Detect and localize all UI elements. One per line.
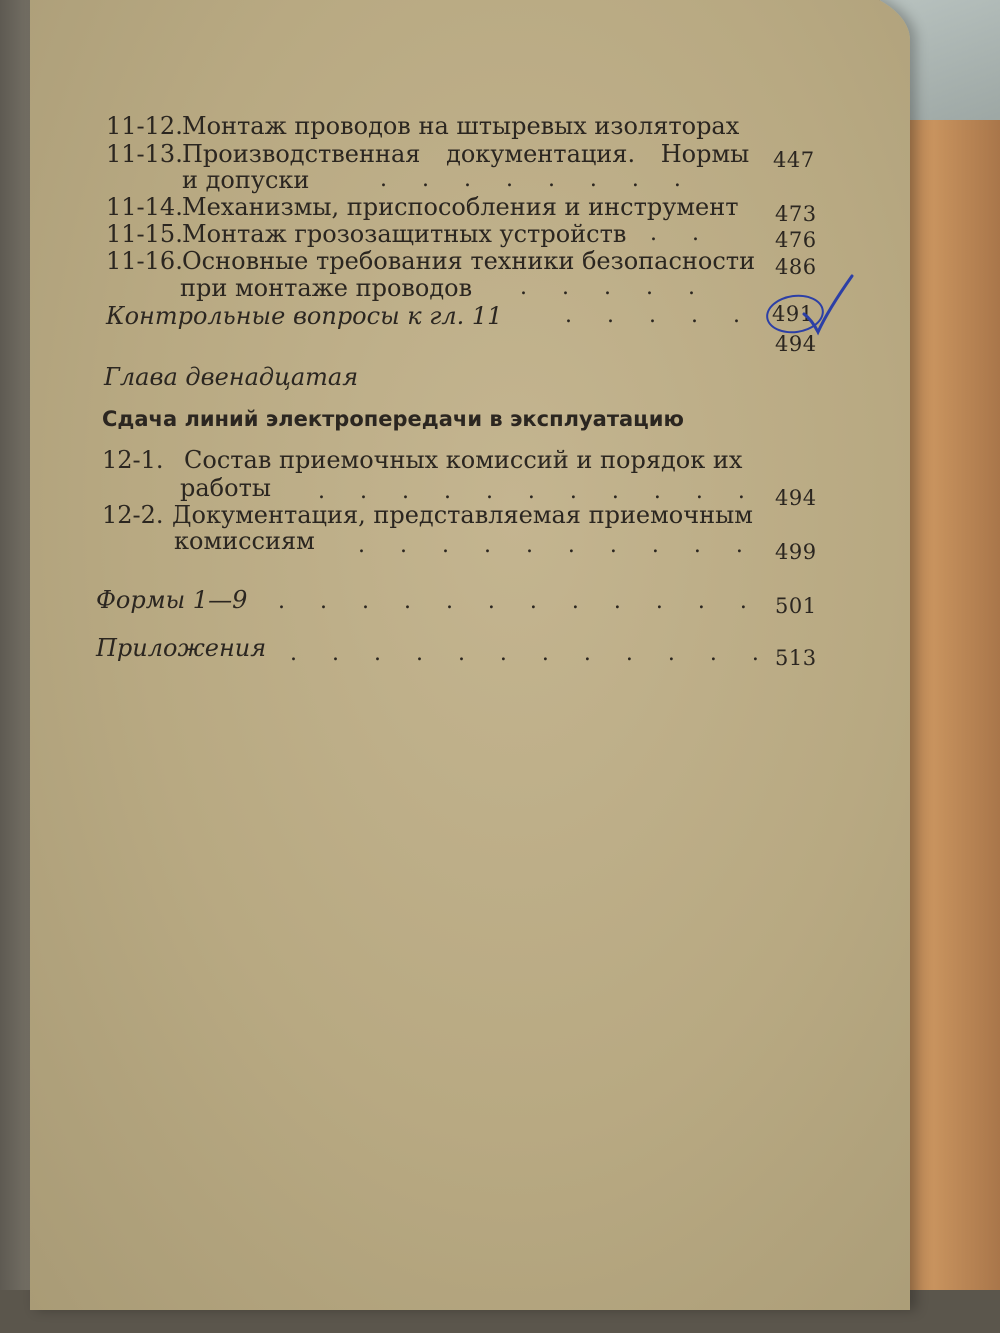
entry-title: Монтаж проводов на штыревых изоляторах bbox=[182, 112, 740, 140]
toc-control-questions bbox=[106, 302, 502, 330]
entry-title: Документация, представляемая приемочным bbox=[172, 501, 753, 529]
page-number: 499 bbox=[775, 540, 817, 564]
page-number: 473 bbox=[775, 202, 817, 226]
leader-dots: . . . . . . . . . . bbox=[358, 533, 757, 558]
entry-title: Производственная документация. Нормы bbox=[182, 140, 750, 168]
entry-title-continued: и допуски bbox=[182, 166, 310, 194]
entry-title-continued: при монтаже проводов bbox=[180, 274, 473, 302]
page-number: 494 bbox=[775, 486, 817, 510]
toc-entry-12-2-cont bbox=[174, 527, 315, 555]
entry-title: Механизмы, приспособления и инструмент bbox=[182, 193, 739, 221]
entry-title-continued: комиссиям bbox=[174, 527, 315, 555]
entry-number: 12-1. bbox=[102, 446, 164, 474]
toc-forms: Формы 1—9 bbox=[96, 586, 248, 614]
entry-number: 11-13. bbox=[106, 140, 183, 168]
entry-title: Основные требования техники безопасности bbox=[182, 247, 756, 275]
page-number-circled: 491 bbox=[772, 302, 814, 326]
entry-title-continued: работы bbox=[180, 474, 271, 502]
toc-appendices: Приложения bbox=[96, 634, 267, 662]
entry-number: 11-15. bbox=[106, 220, 183, 248]
page-number: 494 bbox=[775, 332, 817, 356]
leader-dots: . . . . . bbox=[520, 275, 709, 300]
entry-title: Состав приемочных комиссий и порядок их bbox=[184, 446, 743, 474]
page-number: 513 bbox=[775, 646, 817, 670]
leader-dots: . . . . . . . . . . . bbox=[318, 479, 759, 504]
leader-dots: . . . . . . . . bbox=[380, 167, 695, 192]
leader-dots: . . bbox=[650, 221, 713, 246]
toc-entry-11-13-cont bbox=[182, 166, 309, 194]
entry-title: Монтаж грозозащитных устройств bbox=[182, 220, 627, 248]
page-number: 501 bbox=[775, 594, 817, 618]
leader-dots: . . . . . bbox=[565, 303, 754, 328]
entry-number: 12-2. bbox=[102, 501, 164, 529]
chapter-label: Глава двенадцатая bbox=[104, 363, 359, 391]
entry-number: 11-12. bbox=[106, 112, 183, 140]
page-number: 476 bbox=[775, 228, 817, 252]
toc-entry-12-1-cont bbox=[180, 474, 271, 502]
toc-entry-11-16-cont bbox=[180, 274, 472, 302]
leader-dots: . . . . . . . . . . . . bbox=[290, 641, 773, 666]
page-number: 486 bbox=[775, 255, 817, 279]
leader-dots: . . . . . . . . . . . . bbox=[278, 589, 761, 614]
chapter-heading: Сдача линий электропередачи в эксплуатацию bbox=[102, 407, 684, 431]
entry-number: 11-14. bbox=[106, 193, 183, 221]
page-number: 447 bbox=[773, 148, 815, 172]
control-questions-title: Контрольные вопросы к гл. 11 bbox=[106, 302, 503, 330]
entry-number: 11-16. bbox=[106, 247, 183, 275]
